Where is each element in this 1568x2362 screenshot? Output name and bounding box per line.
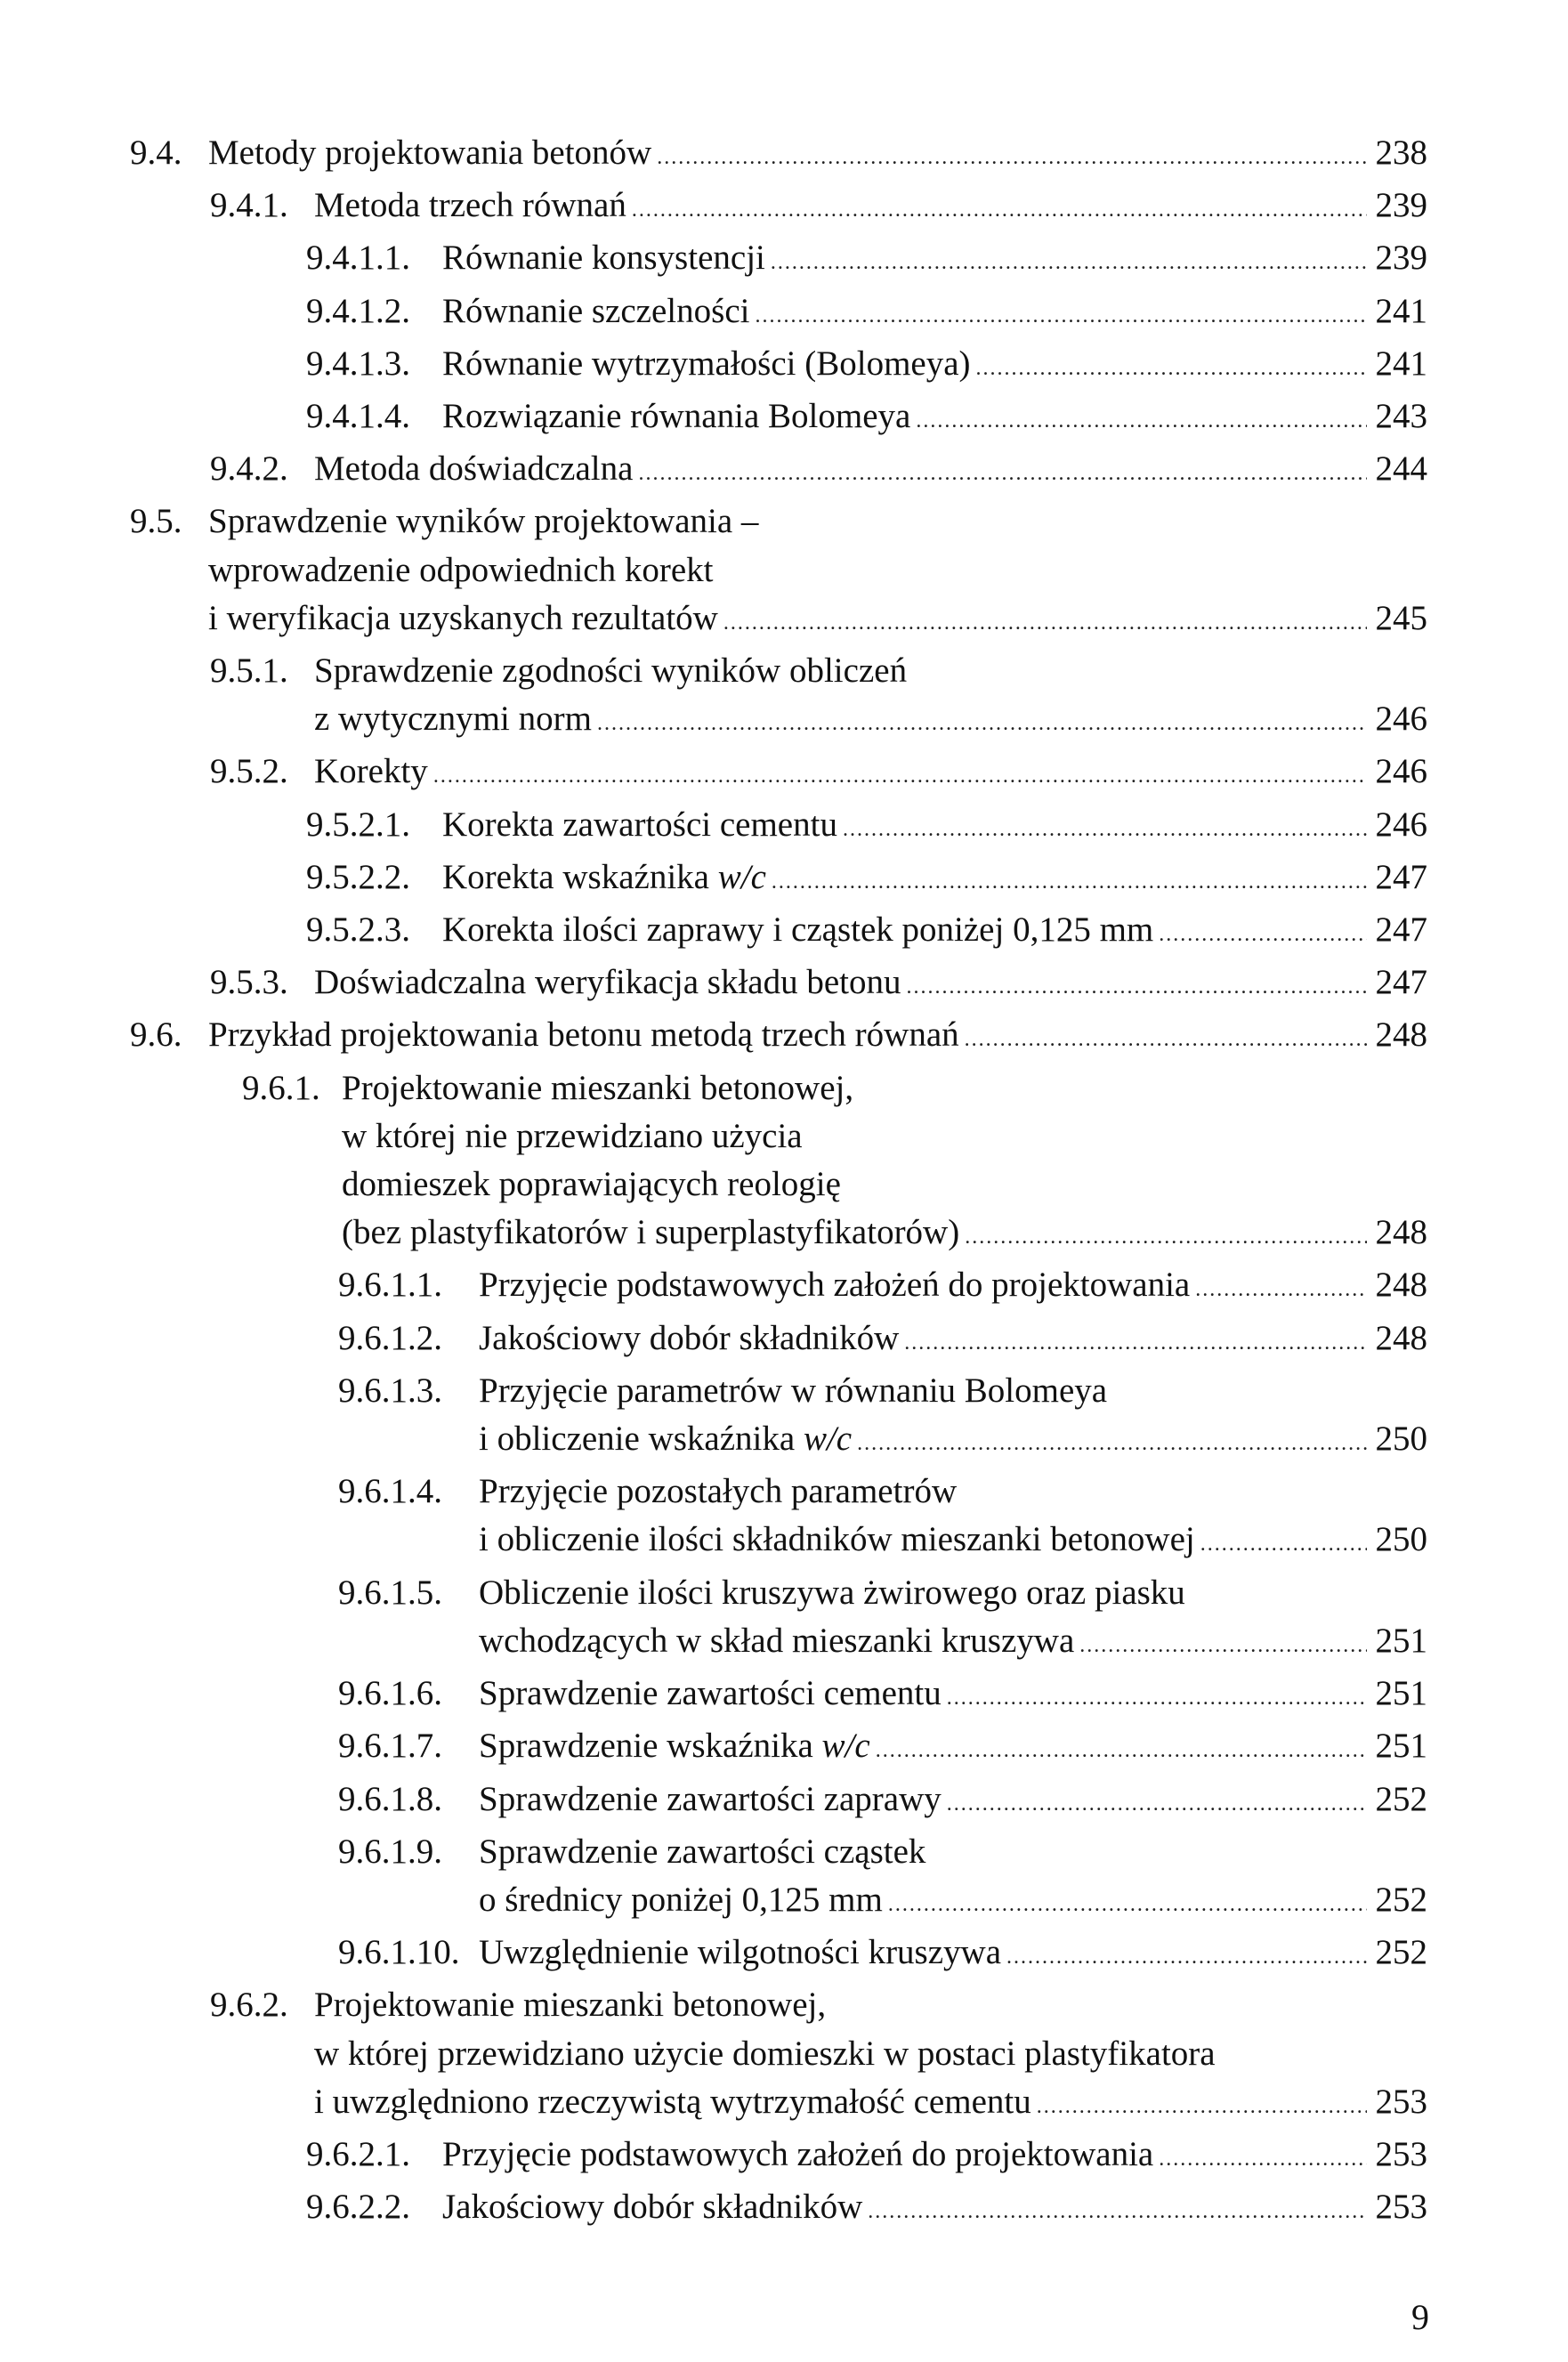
toc-leader-dots (947, 1674, 1367, 1722)
toc-entry (130, 1064, 1427, 1262)
toc-entry-line (479, 1569, 1427, 1617)
toc-entry-page: 250 (1375, 1420, 1427, 1459)
toc-entry (130, 1670, 1427, 1722)
toc-entry-line (342, 1209, 1427, 1261)
toc-leader-dots (888, 1881, 1367, 1929)
toc-entry-line (442, 906, 1427, 959)
toc-entry-title: Równanie konsystencji (442, 239, 765, 278)
toc-entry-title: i uwzględniono rzeczywistą wytrzymałość cementu (314, 2082, 1031, 2121)
toc-entry-title: Jakościowy dobór składników (479, 1318, 900, 1357)
toc-entry (130, 392, 1427, 445)
toc-entry (130, 853, 1427, 906)
toc-entry-number: 9.4.1. (210, 186, 288, 225)
toc-entry (130, 748, 1427, 800)
toc-entry-line (442, 287, 1427, 340)
toc-entry-title: Równanie szczelności (442, 291, 750, 330)
toc-entry-number: 9.6. (130, 1015, 182, 1055)
toc-entry-line (314, 695, 1427, 748)
toc-entry-title: Przyjęcie podstawowych założeń do projektowania (442, 2134, 1154, 2173)
toc-entry-line (479, 1516, 1427, 1568)
toc-entry-line (342, 1112, 1427, 1161)
toc-entry-line (314, 2078, 1427, 2131)
toc-leader-dots (965, 1213, 1367, 1261)
toc-entry (130, 340, 1427, 392)
toc-entry-title: Sprawdzenie wskaźnika w/c (479, 1727, 870, 1766)
toc-entry-page: 248 (1375, 1266, 1427, 1305)
toc-entry-page: 251 (1375, 1727, 1427, 1766)
toc-entry (130, 647, 1427, 748)
toc-entry-title: Rozwiązanie równania Bolomeya (442, 397, 911, 436)
toc-leader-dots (965, 1015, 1367, 1064)
toc-entry-number: 9.4.1.4. (306, 397, 410, 436)
toc-entry (130, 1828, 1427, 1929)
toc-entry-number: 9.4.1.3. (306, 344, 410, 383)
toc-entry (130, 1261, 1427, 1314)
toc-entry-line (479, 1929, 1427, 1981)
toc-entry-number: 9.6.1.2. (338, 1318, 442, 1357)
toc-leader-dots (1195, 1266, 1367, 1314)
toc-entry (130, 1569, 1427, 1670)
toc-entry-page: 246 (1375, 752, 1427, 791)
toc-entry (130, 1468, 1427, 1568)
toc-leader-dots (857, 1420, 1367, 1468)
toc-entry-line (442, 2131, 1427, 2183)
toc-entry-title: i weryfikacja uzyskanych rezultatów (208, 598, 718, 637)
toc-entry-line (479, 1468, 1427, 1516)
toc-entry-number: 9.5.2. (210, 752, 288, 791)
toc-entry-line (479, 1415, 1427, 1468)
toc-entry-line (442, 340, 1427, 392)
toc-entry (130, 497, 1427, 647)
toc-entry-page: 251 (1375, 1674, 1427, 1713)
toc-entry (130, 129, 1427, 182)
toc-entry-line (314, 2030, 1427, 2078)
toc-entry-title: Metoda trzech równań (314, 186, 626, 225)
toc-leader-dots (1200, 1520, 1367, 1568)
toc-entry-title: Przyjęcie pozostałych parametrów (479, 1472, 958, 1511)
toc-entry-title: Projektowanie mieszanki betonowej, (342, 1068, 854, 1107)
toc-entry-title: Przyjęcie podstawowych założeń do projektowania (479, 1266, 1191, 1305)
toc-entry-title: Uwzględnienie wilgotności kruszywa (479, 1933, 1002, 1972)
toc-entry (130, 445, 1427, 497)
toc-entry-number: 9.6.2.2. (306, 2188, 410, 2227)
toc-entry-page: 246 (1375, 700, 1427, 739)
toc-entry-page: 247 (1375, 963, 1427, 1002)
page-number: 9 (1411, 2297, 1429, 2337)
toc-entry-number: 9.6.1.6. (338, 1674, 442, 1713)
toc-entry-number: 9.5.3. (210, 963, 288, 1002)
toc-entry-line (442, 392, 1427, 445)
toc-entry-page: 251 (1375, 1621, 1427, 1660)
toc-entry-title: Jakościowy dobór składników (442, 2188, 863, 2227)
toc-leader-dots (907, 963, 1368, 1011)
toc-entry-line (314, 182, 1427, 234)
toc-leader-dots (771, 239, 1367, 287)
toc-leader-dots (843, 805, 1367, 853)
toc-entry-number: 9.6.1.7. (338, 1727, 442, 1766)
toc-entry-number: 9.5.1. (210, 651, 288, 691)
toc-entry-line (314, 748, 1427, 800)
toc-entry-title: wprowadzenie odpowiednich korekt (208, 550, 714, 589)
toc-entry-title: Korekta wskaźnika w/c (442, 857, 766, 896)
toc-entry-page: 252 (1375, 1933, 1427, 1972)
toc-leader-dots (723, 599, 1367, 647)
toc-entry-title: Sprawdzenie wyników projektowania – (208, 502, 759, 541)
toc-entry-page: 252 (1375, 1880, 1427, 1919)
toc-entry-page: 252 (1375, 1779, 1427, 1818)
toc-entry (130, 182, 1427, 234)
toc-entry-line (208, 1011, 1427, 1064)
toc-leader-dots (1079, 1622, 1367, 1670)
toc-entry-title: o średnicy poniżej 0,125 mm (479, 1880, 883, 1919)
toc-entry-line (208, 497, 1427, 546)
toc-entry-number: 9.6.1.3. (338, 1371, 442, 1410)
toc-leader-dots (433, 752, 1367, 800)
toc-entry-line (479, 1670, 1427, 1722)
toc-entry-title: Korekta zawartości cementu (442, 805, 837, 844)
toc-entry-line (314, 445, 1427, 497)
toc-entry-title: Doświadczalna weryfikacja składu betonu (314, 963, 901, 1002)
toc-entry-title: Sprawdzenie zgodności wyników obliczeń (314, 651, 908, 691)
toc-entry-title: Równanie wytrzymałości (Bolomeya) (442, 344, 971, 383)
toc-entry-line (479, 1776, 1427, 1828)
toc-leader-dots (632, 186, 1367, 234)
toc-entry-page: 239 (1375, 186, 1427, 225)
toc-leader-dots (1159, 2135, 1367, 2183)
toc-entry-number: 9.6.1.8. (338, 1779, 442, 1818)
toc-entry (130, 959, 1427, 1011)
toc-leader-dots (657, 133, 1367, 182)
toc-entry-line (342, 1064, 1427, 1112)
toc-entry-number: 9.5.2.1. (306, 805, 410, 844)
toc-entry-title: Obliczenie ilości kruszywa żwirowego oraz piasku (479, 1573, 1185, 1612)
toc-entry (130, 234, 1427, 287)
toc-entry (130, 2131, 1427, 2183)
toc-entry-title: Przyjęcie parametrów w równaniu Bolomeya (479, 1371, 1108, 1410)
toc-entry-page: 248 (1375, 1015, 1427, 1055)
toc-entry-page: 253 (1375, 2082, 1427, 2121)
toc-entry-number: 9.4.1.2. (306, 291, 410, 330)
toc-leader-dots (772, 858, 1367, 906)
toc-entry-page: 253 (1375, 2188, 1427, 2227)
toc-entry-line (208, 546, 1427, 595)
toc-entry-title: Przykład projektowania betonu metodą trzech równań (208, 1015, 959, 1055)
toc-entry-number: 9.4.2. (210, 449, 288, 489)
toc-entry-number: 9.5. (130, 502, 182, 541)
toc-entry (130, 1722, 1427, 1775)
toc-entry-number: 9.6.2.1. (306, 2134, 410, 2173)
toc-entry-page: 253 (1375, 2134, 1427, 2173)
toc-entry (130, 801, 1427, 853)
toc-entry-title: w której nie przewidziano użycia (342, 1116, 803, 1155)
toc-entry-page: 246 (1375, 805, 1427, 844)
toc-entry-line (479, 1367, 1427, 1415)
toc-entry (130, 1981, 1427, 2131)
toc-entry-title: z wytycznymi norm (314, 700, 592, 739)
toc-entry-number: 9.5.2.3. (306, 910, 410, 950)
toc-leader-dots (876, 1727, 1367, 1775)
toc-entry-number: 9.4. (130, 133, 182, 172)
toc-entry-title: wchodzących w skład mieszanki kruszywa (479, 1621, 1075, 1660)
toc-entry-page: 248 (1375, 1318, 1427, 1357)
toc-entry-line (314, 1981, 1427, 2029)
toc-entry-number: 9.6.1.9. (338, 1832, 442, 1871)
toc-entry (130, 1367, 1427, 1468)
toc-entry-page: 238 (1375, 133, 1427, 172)
toc-entry-page: 248 (1375, 1213, 1427, 1252)
toc-entry-page: 243 (1375, 397, 1427, 436)
toc-entry-page: 247 (1375, 910, 1427, 950)
toc-entry-page: 245 (1375, 598, 1427, 637)
toc-entry-number: 9.5.2.2. (306, 857, 410, 896)
toc-entry-line (442, 234, 1427, 287)
toc-entry-title: domieszek poprawiających reologię (342, 1165, 841, 1204)
toc-entry-title: Korekty (314, 752, 428, 791)
toc-entry-number: 9.6.1.4. (338, 1472, 442, 1511)
toc-entry-title: Metoda doświadczalna (314, 449, 634, 489)
toc-entry (130, 1929, 1427, 1981)
toc-entry-title: Projektowanie mieszanki betonowej, (314, 1986, 827, 2025)
toc-entry-line (442, 2183, 1427, 2236)
toc-entry-line (314, 647, 1427, 695)
toc-entry-page: 244 (1375, 449, 1427, 489)
toc-entry-title: w której przewidziano użycie domieszki w postaci plastyfikatora (314, 2034, 1216, 2073)
toc-leader-dots (976, 344, 1367, 392)
toc-entry (130, 2183, 1427, 2236)
toc-entry-line (314, 959, 1427, 1011)
toc-entry-number: 9.6.1.1. (338, 1266, 442, 1305)
toc-entry-title: i obliczenie wskaźnika w/c (479, 1420, 853, 1459)
toc-entry-title: (bez plastyfikatorów i superplastyfikatorów) (342, 1213, 960, 1252)
toc-entry (130, 287, 1427, 340)
toc-entry-title: i obliczenie ilości składników mieszanki betonowej (479, 1520, 1195, 1559)
toc-entry (130, 1776, 1427, 1828)
toc-leader-dots (638, 449, 1367, 497)
toc-entry-line (342, 1161, 1427, 1209)
toc-entry-page: 250 (1375, 1520, 1427, 1559)
toc-entry-page: 241 (1375, 291, 1427, 330)
toc-entry-line (479, 1722, 1427, 1775)
toc-entry (130, 906, 1427, 959)
toc-leader-dots (597, 700, 1367, 748)
toc-entry-line (442, 853, 1427, 906)
toc-entry-page: 239 (1375, 239, 1427, 278)
toc-entry (130, 1011, 1427, 1064)
toc-entry-line (479, 1314, 1427, 1367)
toc-entry-page: 247 (1375, 857, 1427, 896)
toc-leader-dots (755, 292, 1367, 340)
toc-entry-line (479, 1876, 1427, 1929)
toc-entry-number: 9.6.1. (242, 1068, 320, 1107)
toc-entry (130, 1314, 1427, 1367)
table-of-contents (130, 129, 1427, 2236)
toc-leader-dots (916, 397, 1367, 445)
toc-leader-dots (1159, 910, 1367, 959)
toc-entry-line (208, 595, 1427, 647)
toc-entry-number: 9.6.1.10. (338, 1933, 460, 1972)
toc-leader-dots (904, 1319, 1367, 1367)
toc-leader-dots (1006, 1933, 1367, 1981)
toc-entry-title: Sprawdzenie zawartości cementu (479, 1674, 942, 1713)
toc-entry-number: 9.4.1.1. (306, 239, 410, 278)
toc-entry-line (442, 801, 1427, 853)
toc-entry-number: 9.6.1.5. (338, 1573, 442, 1612)
toc-leader-dots (868, 2188, 1367, 2236)
toc-entry-number: 9.6.2. (210, 1986, 288, 2025)
toc-leader-dots (947, 1780, 1367, 1828)
toc-leader-dots (1037, 2083, 1367, 2131)
toc-entry-line (208, 129, 1427, 182)
toc-entry-title: Sprawdzenie zawartości zaprawy (479, 1779, 942, 1818)
toc-entry-line (479, 1261, 1427, 1314)
toc-entry-title: Metody projektowania betonów (208, 133, 652, 172)
toc-entry-title: Korekta ilości zaprawy i cząstek poniżej 0,125 mm (442, 910, 1154, 950)
toc-entry-title: Sprawdzenie zawartości cząstek (479, 1832, 926, 1871)
toc-entry-page: 241 (1375, 344, 1427, 383)
toc-entry-line (479, 1617, 1427, 1670)
toc-entry-line (479, 1828, 1427, 1876)
